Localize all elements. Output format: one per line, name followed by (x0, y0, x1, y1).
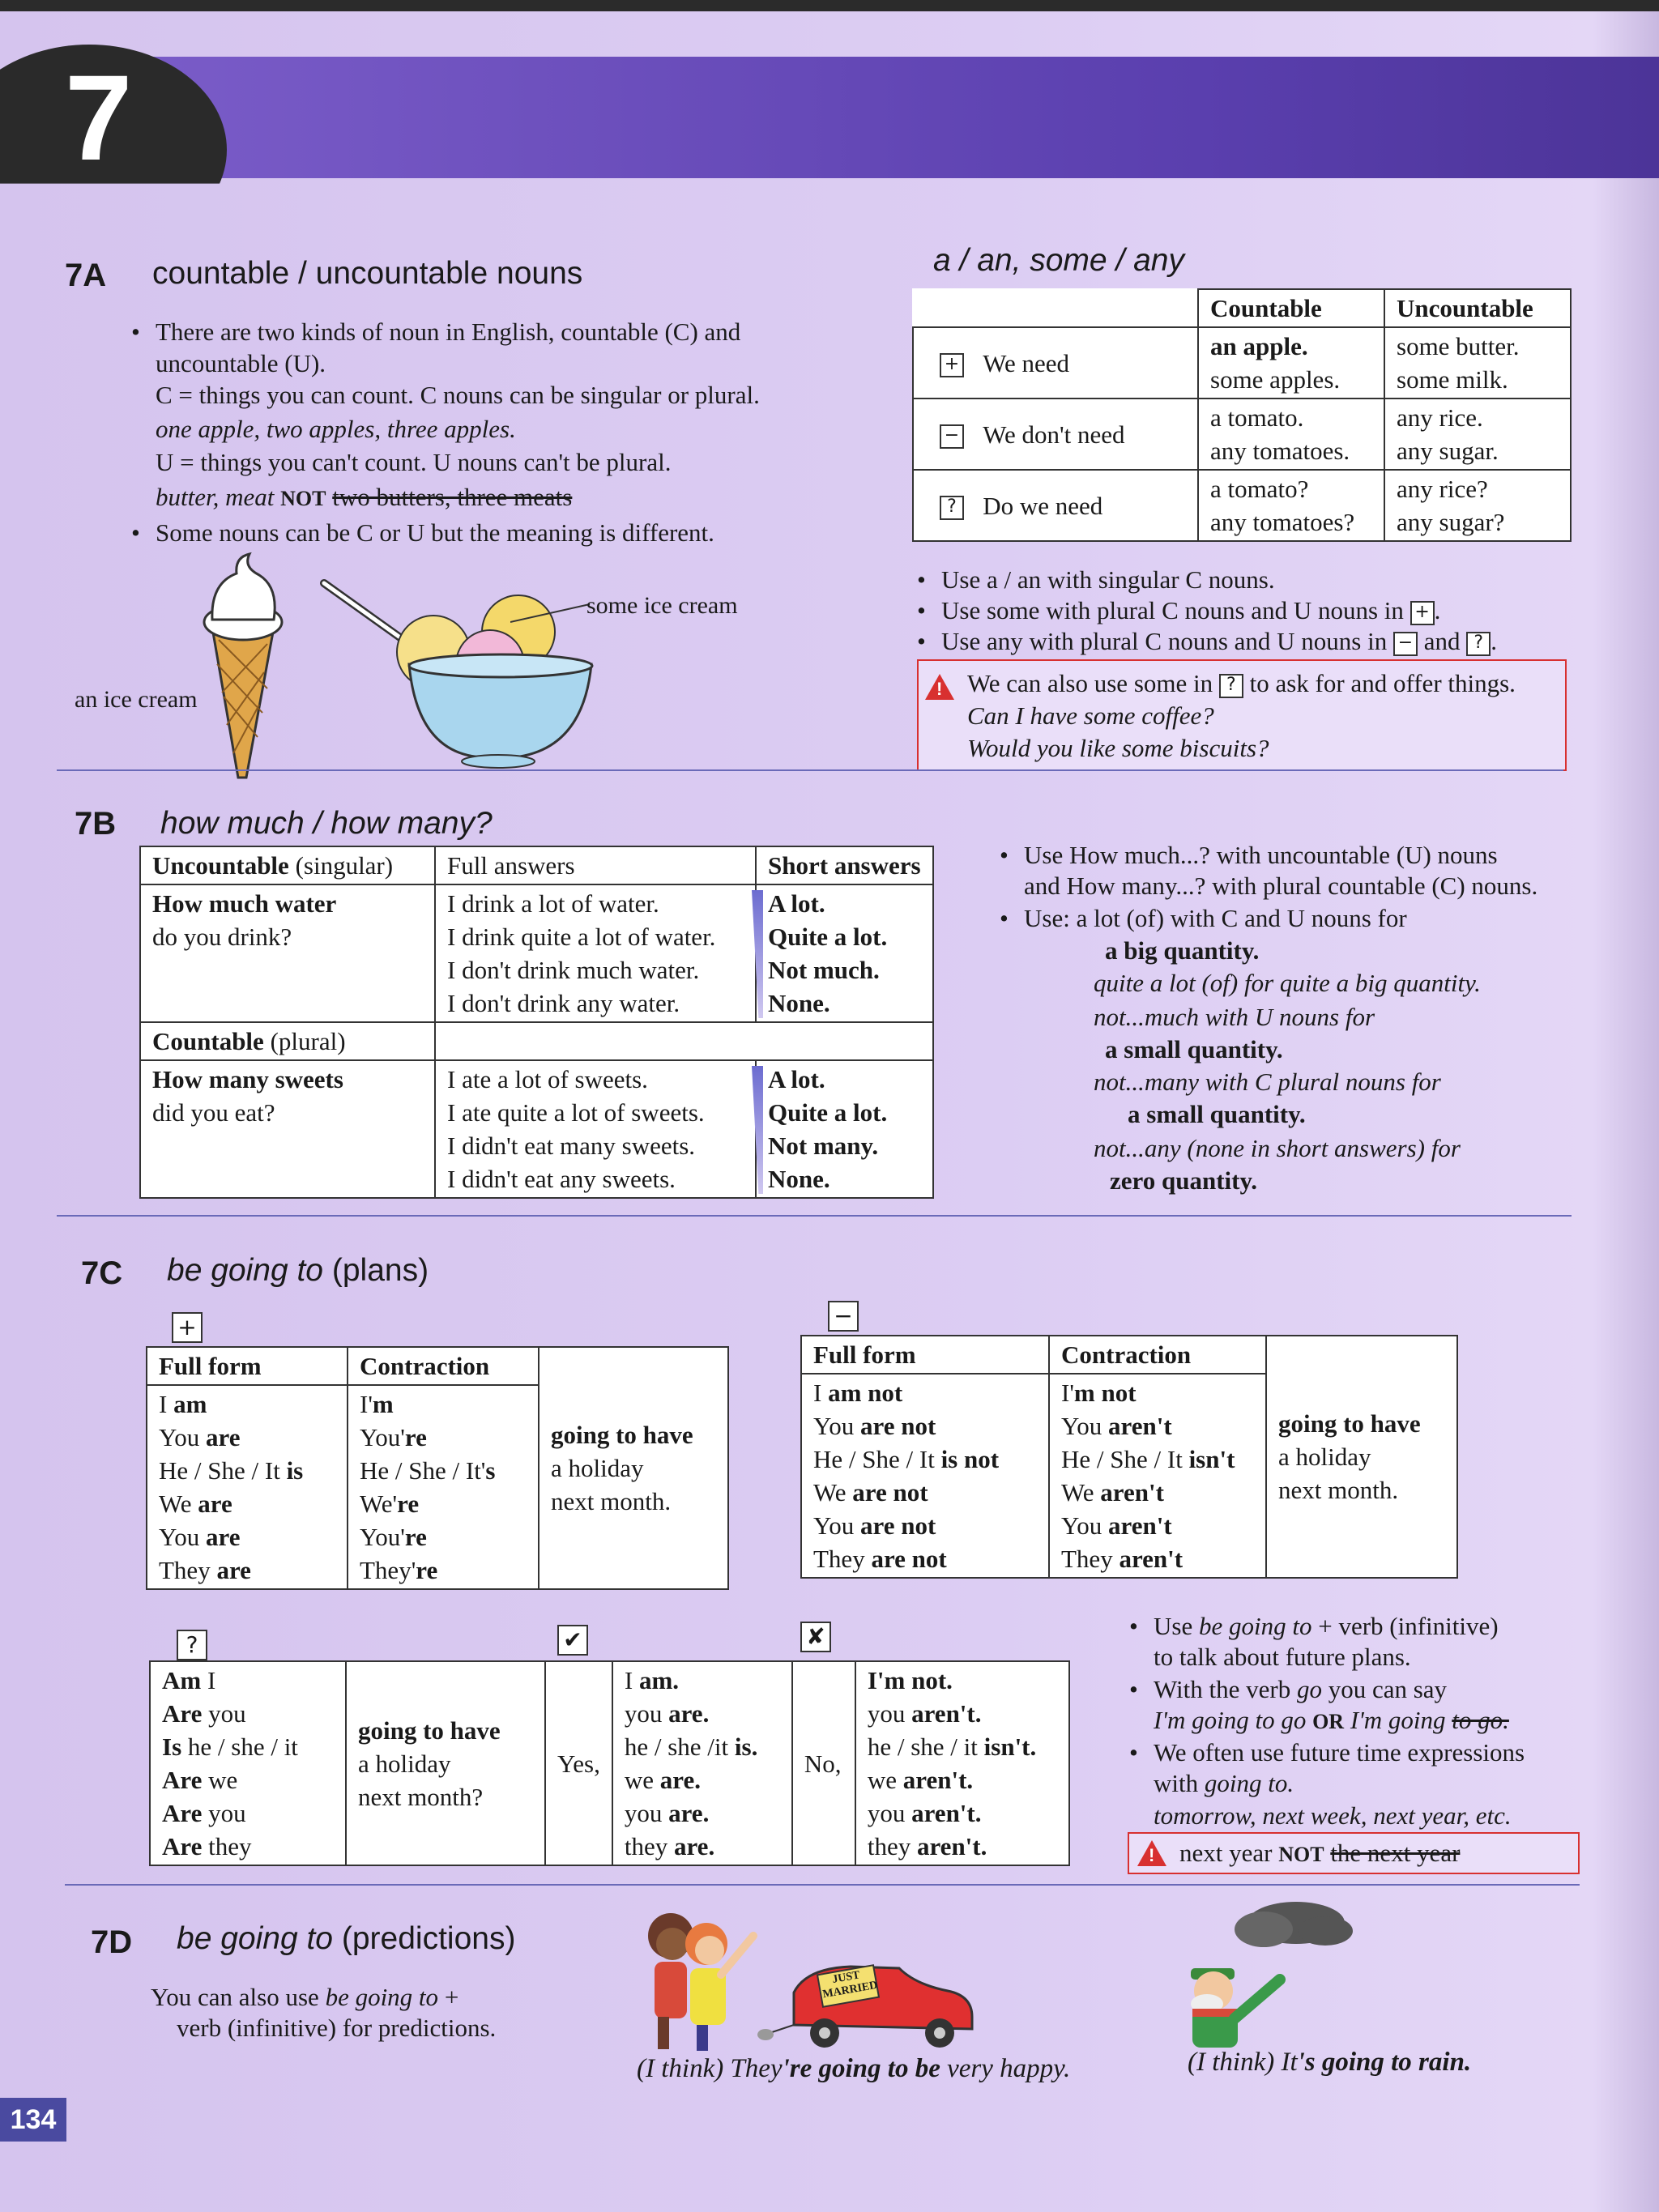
wedding-couple-image (632, 1903, 988, 2057)
full-answer: I don't drink any water. (447, 989, 680, 1017)
warning-icon: ! (925, 674, 954, 700)
question-icon: ? (940, 496, 964, 520)
7c-note-3-line1: • We often use future time expressions (1154, 1735, 1525, 1770)
short-answer: Not many. (768, 1132, 879, 1160)
warn-text: We can also use some in (967, 669, 1213, 697)
cap1-a: (I think) They (637, 2054, 783, 2083)
aan-col-uncountable: Uncountable (1384, 289, 1571, 327)
aan-cell (1198, 399, 1384, 470)
h-uncountable: Uncountable (152, 851, 289, 880)
7a-u-example-bad: two butters, three meats (332, 483, 573, 511)
7c-pos-going (539, 1347, 728, 1589)
going-l2: a holiday (1278, 1443, 1371, 1471)
aan-cell (1384, 399, 1571, 470)
warn-bad: the next year (1330, 1839, 1461, 1867)
aan-label-text: We need (983, 348, 1070, 377)
section-7c-id: 7C (81, 1255, 123, 1291)
aan-label-text: We don't need (983, 420, 1125, 449)
cap1-b: 're going to be (782, 2054, 940, 2083)
7c-no-answers: I'm not. you aren't. he / she / it isn't. we aren't. you aren't. they aren't. (855, 1661, 1069, 1865)
aan-row-label (913, 470, 1198, 541)
plus-icon: + (172, 1312, 203, 1343)
question-icon: ? (1219, 674, 1243, 698)
short-answer: Not much. (768, 956, 880, 984)
7b-countable-header (140, 1022, 435, 1060)
7b-full-1 (435, 884, 756, 1022)
7c-warning-text (1179, 1835, 1460, 1872)
and-word: and (1423, 627, 1461, 655)
h-singular: (singular) (295, 851, 394, 880)
section-7d-id: 7D (91, 1924, 133, 1960)
7b-short-2 (756, 1060, 933, 1198)
7c-note-2-line2 (1154, 1703, 1509, 1739)
7c-warning-box (1128, 1832, 1580, 1874)
q1-l2: do you drink? (152, 923, 292, 951)
full-answer: I ate a lot of sweets. (447, 1065, 648, 1093)
7d-text-line2: verb (infinitive) for predictions. (177, 2014, 497, 2042)
aan-cell (1384, 327, 1571, 399)
aan-corner (913, 289, 1198, 327)
7c-note-1-line1: • Use be going to + verb (infinitive) (1154, 1609, 1499, 1643)
question-icon: ? (1466, 632, 1491, 656)
h-countable: Countable (152, 1027, 264, 1055)
7b-note-2-line6: not...many with C plural nouns for (1094, 1068, 1441, 1096)
page-number: 134 (0, 2098, 66, 2142)
full-answer: I didn't eat many sweets. (447, 1132, 696, 1160)
section-7b-id: 7B (75, 806, 117, 842)
aan-cell (1198, 327, 1384, 399)
aan-warning-line1 (967, 666, 1516, 701)
full-answer: I drink a lot of water. (447, 889, 659, 918)
7b-full-2 (435, 1060, 756, 1198)
aan-row-negative (913, 399, 1571, 470)
section-7d-title (177, 1921, 515, 1957)
7c-question-table (149, 1660, 1070, 1866)
7d-caption-1 (637, 2054, 1070, 2084)
q2-l2: did you eat? (152, 1098, 275, 1127)
cap2-a: (I think) It (1188, 2048, 1298, 2077)
7d-caption-2 (1188, 2048, 1471, 2078)
top-strip (0, 0, 1659, 11)
aan-bullet-2-text: Use some with plural C nouns and U nouns in (941, 596, 1404, 624)
cross-icon: ✘ (800, 1622, 831, 1652)
7c-title-rest: (plans) (331, 1253, 429, 1288)
warning-icon: ! (1137, 1840, 1166, 1866)
or-word: OR (1312, 1710, 1345, 1733)
7c-note-2-line1: • With the verb go you can say (1154, 1672, 1447, 1707)
short-answer: Quite a lot. (768, 923, 888, 951)
7d-text-line1: You can also use be going to + (151, 1983, 459, 2011)
warn-text: to ask for and offer things. (1249, 669, 1516, 697)
7b-note-2-line7: a small quantity. (1128, 1100, 1306, 1128)
7a-u-definition: U = things you can't count. U nouns can't be plural. (156, 448, 672, 476)
to-go-struck: to go. (1452, 1706, 1509, 1734)
minus-icon: − (828, 1301, 859, 1332)
section-7b-title: how much / how many? (160, 806, 493, 841)
cap1-c: very happy. (947, 2054, 1071, 2083)
aan-c1: a tomato? (1210, 475, 1309, 503)
aan-c2: some apples. (1210, 365, 1341, 394)
aan-col-countable: Countable (1198, 289, 1384, 327)
7c-neg-full-list: I am not You are not He / She / It is not We are not You are not They are not (801, 1374, 1049, 1578)
7a-bullet-1-line2: uncountable (U). (156, 349, 326, 377)
tick-icon: ✔ (557, 1625, 588, 1656)
plus-icon: + (940, 353, 964, 377)
7b-note-2-line2: a big quantity. (1105, 936, 1260, 965)
7c-note-3-line3: tomorrow, next week, next year, etc. (1154, 1801, 1512, 1830)
aan-row-question (913, 470, 1571, 541)
chapter-banner (130, 57, 1659, 178)
7c-positive-table (146, 1346, 729, 1590)
section-rule (65, 1884, 1580, 1886)
7b-note-2-line8: not...any (none in short answers) for (1094, 1134, 1461, 1162)
minus-icon: − (940, 424, 964, 449)
aan-row-label (913, 327, 1198, 399)
aan-u2: any sugar. (1397, 437, 1499, 465)
7b-empty-cell (435, 1022, 933, 1060)
car-sign-text: JUST MARRIED (821, 1969, 879, 2001)
aan-table (912, 288, 1572, 542)
full-answer: I didn't eat any sweets. (447, 1165, 676, 1193)
short-answer: Quite a lot. (768, 1098, 888, 1127)
going-l3: next month. (1278, 1476, 1399, 1504)
7c-neg-going (1266, 1336, 1457, 1578)
7b-col-uncountable (140, 846, 435, 884)
q2-l1: How many sweets (152, 1065, 343, 1093)
aan-cell (1198, 470, 1384, 541)
section-7a-id: 7A (65, 258, 107, 293)
aan-cell (1384, 470, 1571, 541)
going-l2: a holiday (551, 1454, 644, 1482)
aan-row-positive (913, 327, 1571, 399)
aan-c1: an apple. (1210, 332, 1308, 360)
going-l3: next month? (358, 1782, 484, 1811)
label-an-ice-cream: an ice cream (75, 686, 198, 713)
aan-u1: any rice? (1397, 475, 1488, 503)
aan-c1: a tomato. (1210, 403, 1304, 432)
7b-note-1-line1: • Use How much...? with uncountable (U) nouns (1024, 837, 1498, 872)
section-7c-title (167, 1253, 429, 1289)
aan-c2: any tomatoes? (1210, 508, 1355, 536)
7b-note-2-line5: a small quantity. (1105, 1035, 1283, 1063)
aan-bullet-3: • Use any with plural C nouns and U nouns in − and ? . (941, 624, 1497, 658)
7b-question-1 (140, 884, 435, 1022)
short-answer: A lot. (768, 889, 825, 918)
plus-icon: + (1410, 601, 1435, 625)
label-some-ice-cream: some ice cream (586, 592, 738, 619)
7a-u-example-ok: butter, meat (156, 483, 275, 511)
7c-yes-word: Yes, (545, 1661, 612, 1865)
aan-u2: any sugar? (1397, 508, 1505, 536)
7c-pos-contr-list: I'm You're He / She / It's We're You're They're (348, 1385, 539, 1589)
aan-warning-box (917, 659, 1567, 771)
7a-bullet-1-line1: • There are two kinds of noun in English, countable (C) and (156, 314, 740, 349)
7a-not-word: NOT (280, 487, 326, 510)
7b-note-2-line9: zero quantity. (1110, 1166, 1257, 1195)
aan-warning-line2: Can I have some coffee? (967, 701, 1214, 730)
rain-prediction-image (1175, 1895, 1369, 2049)
7b-question-2 (140, 1060, 435, 1198)
short-answer: None. (768, 1165, 830, 1193)
warn-not: NOT (1278, 1843, 1324, 1866)
7b-note-2-line4: not...much with U nouns for (1094, 1003, 1375, 1031)
how-much-table (139, 846, 934, 1199)
section-rule (57, 1215, 1572, 1217)
aan-title: a / an, some / any (933, 243, 1185, 278)
q1-l1: How much water (152, 889, 337, 918)
7a-c-definition: C = things you can count. C nouns can be singular or plural. (156, 381, 760, 409)
7c-negative-table (800, 1335, 1458, 1579)
aan-u2: some milk. (1397, 365, 1508, 394)
7c-note-1-line2: to talk about future plans. (1154, 1643, 1411, 1671)
ice-cream-bowl-image (316, 567, 624, 769)
aan-row-label (913, 399, 1198, 470)
7c-title-italic: be going to (167, 1253, 324, 1288)
chapter-number: 7 (65, 49, 133, 185)
h-full: Full answers (447, 851, 575, 880)
going-l1: going to have (551, 1421, 693, 1449)
section-rule (57, 769, 1563, 771)
7c-neg-h-full: Full form (801, 1336, 1049, 1374)
7b-note-2-line3: quite a lot (of) for quite a big quantity. (1094, 969, 1481, 997)
short-answer: A lot. (768, 1065, 825, 1093)
7c-neg-contr-list: I'm not You aren't He / She / It isn't We aren't You aren't They aren't (1049, 1374, 1266, 1578)
going-to-go: I'm going to go (1154, 1706, 1307, 1734)
aan-warning-line3: Would you like some biscuits? (967, 734, 1269, 762)
7c-neg-h-contr: Contraction (1049, 1336, 1266, 1374)
aan-bullet-3-text: Use any with plural C nouns and U nouns in (941, 627, 1388, 655)
label-pointer-line (510, 599, 591, 624)
going-l1: going to have (1278, 1409, 1421, 1438)
7c-pos-full-list: I am You are He / She / It is We are You are They are (147, 1385, 348, 1589)
7c-q-going (346, 1661, 545, 1865)
h-plural: (plural) (270, 1027, 346, 1055)
aan-bullet-1: • Use a / an with singular C nouns. (941, 562, 1275, 597)
full-answer: I drink quite a lot of water. (447, 923, 716, 951)
aan-label-text: Do we need (983, 491, 1103, 520)
7a-bullet-2: • Some nouns can be C or U but the meaning is different. (156, 515, 714, 550)
going-l2: a holiday (358, 1749, 451, 1778)
question-icon: ? (177, 1630, 207, 1660)
7c-pos-h-full: Full form (147, 1347, 348, 1385)
7b-note-2-line1: • Use: a lot (of) with C and U nouns for (1024, 901, 1407, 936)
full-answer: I don't drink much water. (447, 956, 700, 984)
7b-short-1 (756, 884, 933, 1022)
7c-q-subjects: Am I Are you Is he / she / it Are we Are you Are they (150, 1661, 346, 1865)
minus-icon: − (1393, 632, 1418, 656)
cap2-b: 's going to rain. (1297, 2048, 1472, 2077)
short-answer: None. (768, 989, 830, 1017)
going-l3: next month. (551, 1487, 672, 1515)
aan-u1: some butter. (1397, 332, 1520, 360)
7a-u-example (156, 479, 572, 516)
7b-note-1-line2: and How many...? with plural countable (C) nouns. (1024, 872, 1538, 900)
7b-col-full (435, 846, 756, 884)
7c-yes-answers: I am. you are. he / she /it is. we are. you are. they are. (612, 1661, 792, 1865)
aan-c2: any tomatoes. (1210, 437, 1350, 465)
going-l1: going to have (358, 1715, 501, 1745)
7d-title-rest: (predictions) (341, 1921, 516, 1956)
7a-c-example: one apple, two apples, three apples. (156, 415, 516, 443)
aan-u1: any rice. (1397, 403, 1483, 432)
im-going: I'm going (1350, 1706, 1446, 1734)
aan-bullet-2: • Use some with plural C nouns and U nouns in + . (941, 593, 1440, 628)
7d-title-italic: be going to (177, 1921, 334, 1956)
7b-col-short: Short answers (756, 846, 933, 884)
warn-ok: next year (1179, 1839, 1273, 1867)
7c-no-word: No, (792, 1661, 855, 1865)
full-answer: I ate quite a lot of sweets. (447, 1098, 705, 1127)
section-7a-title: countable / uncountable nouns (152, 256, 583, 291)
ice-cream-cone-image (194, 551, 292, 786)
7c-pos-h-contr: Contraction (348, 1347, 539, 1385)
7c-note-3-line2: with going to. (1154, 1769, 1294, 1797)
